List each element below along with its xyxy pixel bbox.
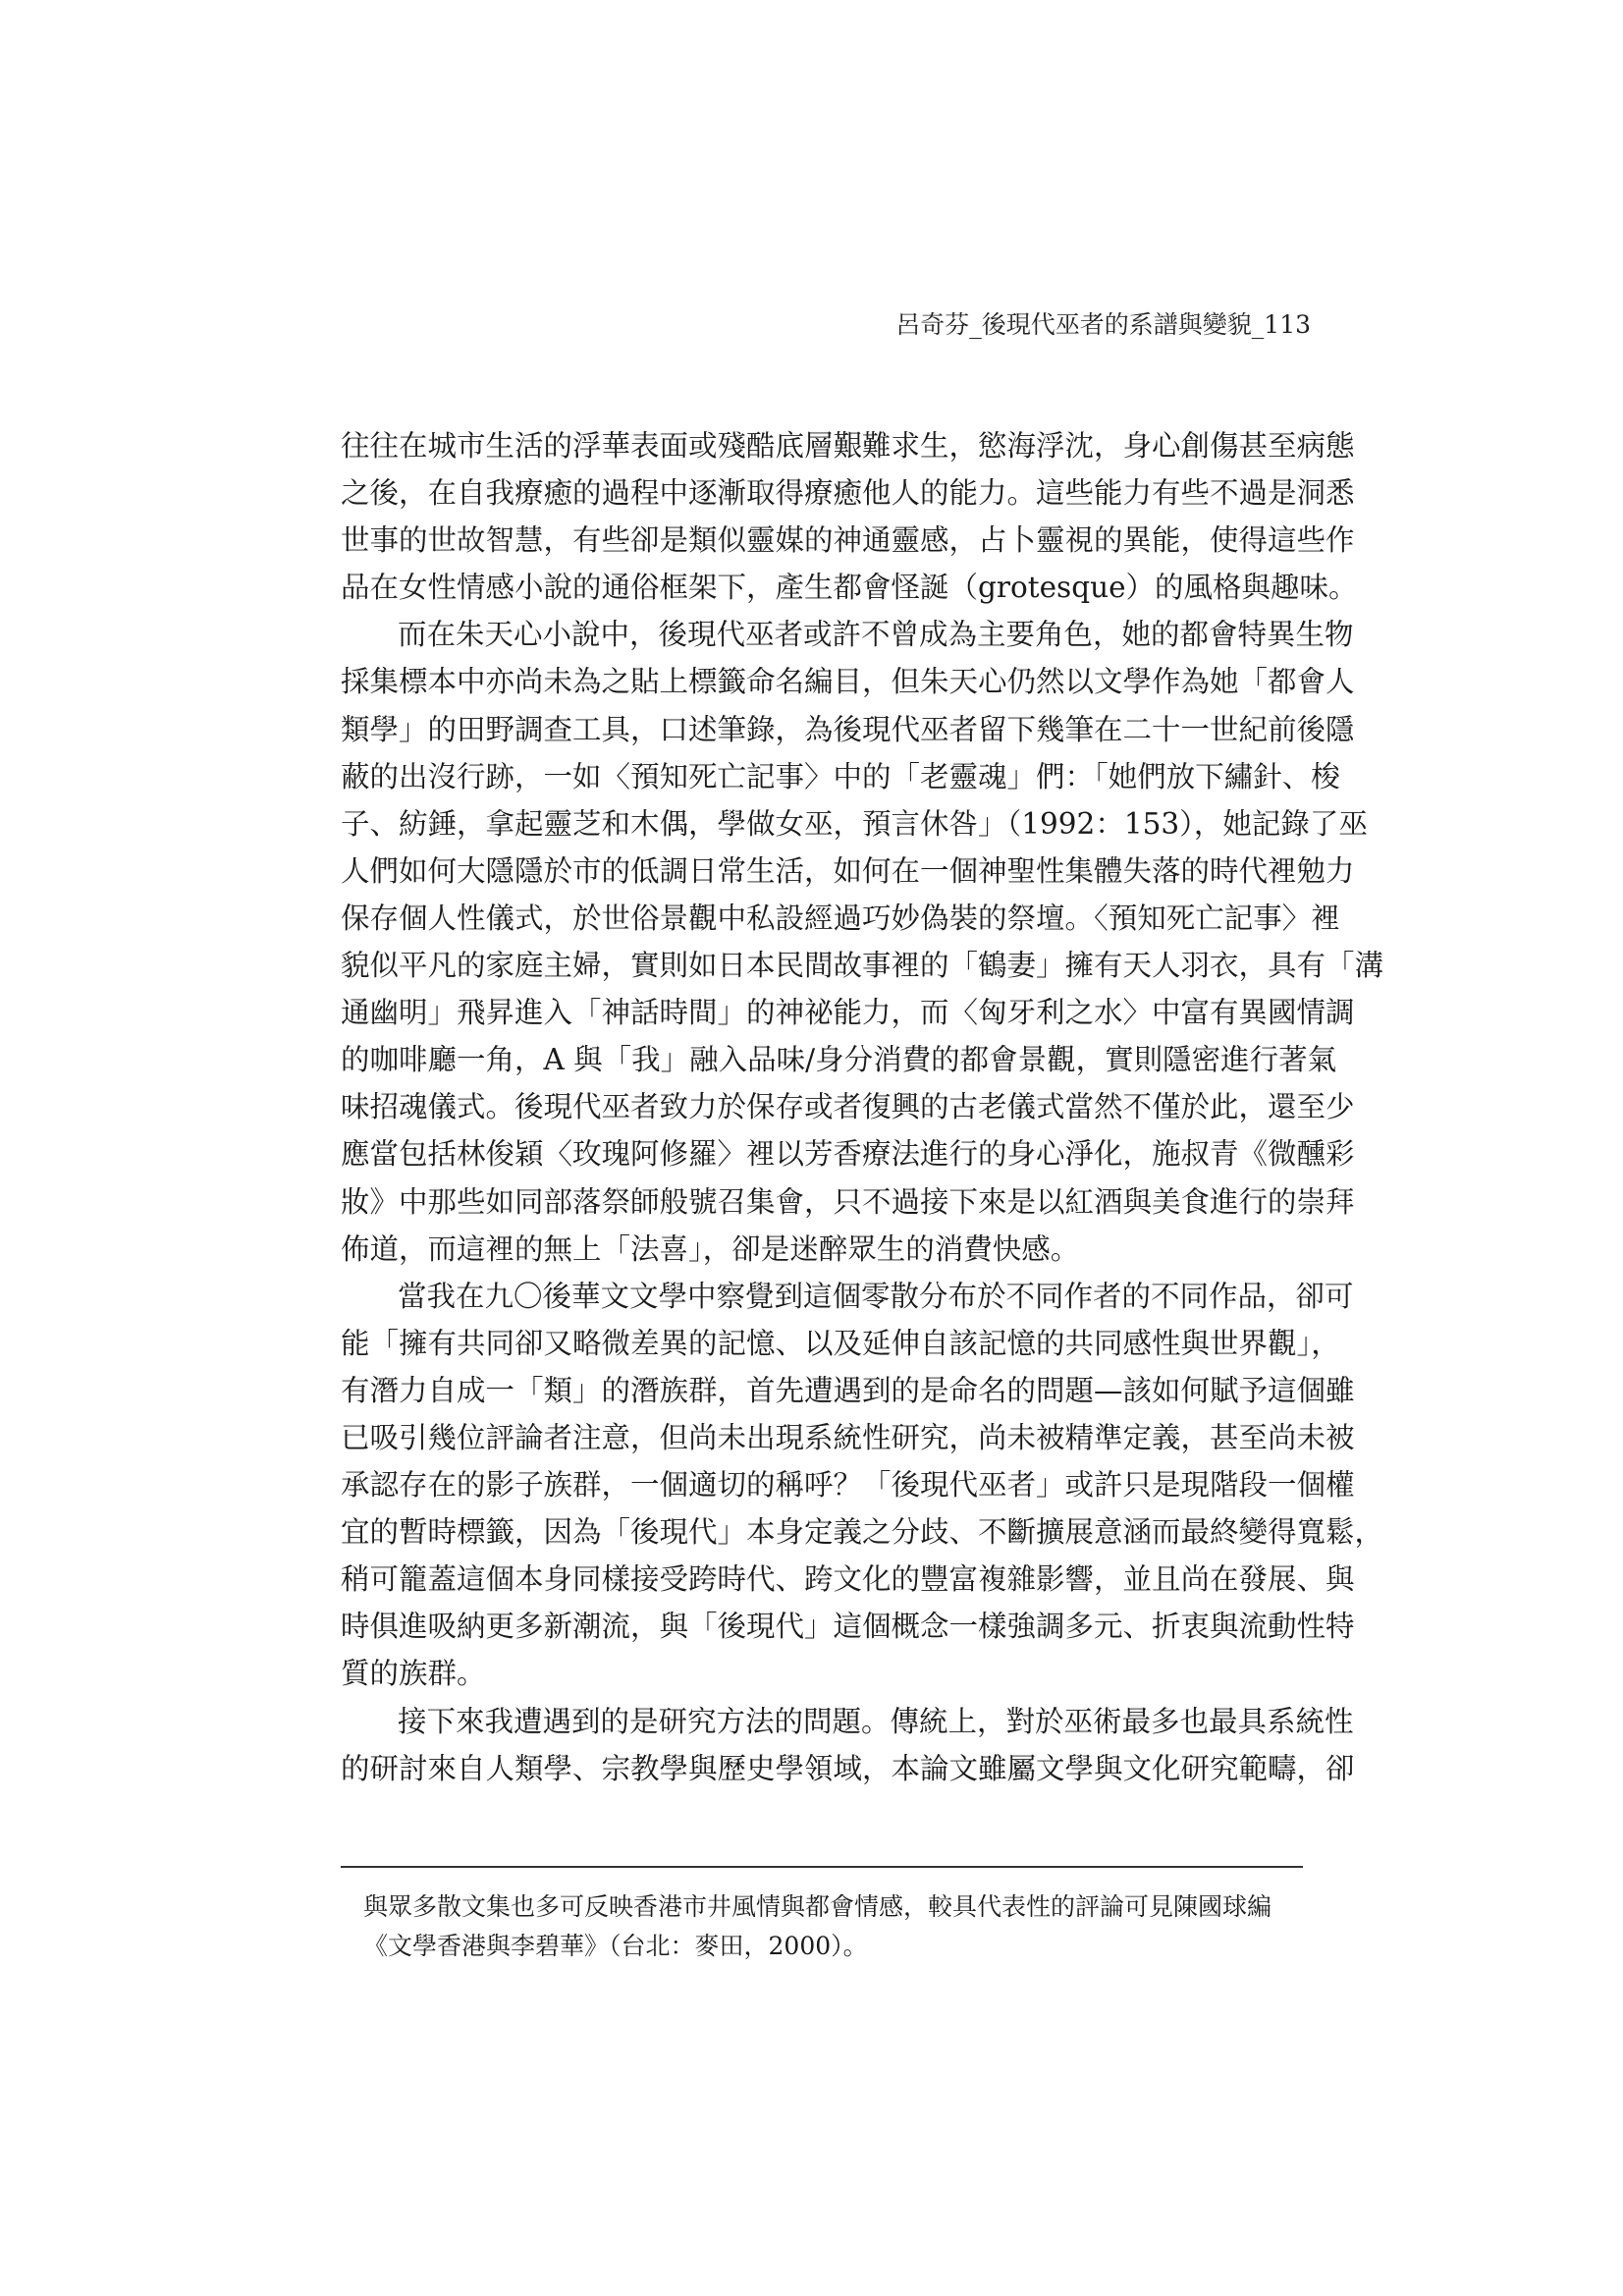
footnote-line: 與眾多散文集也多可反映香港市井風情與都會情感，較具代表性的評論可見陳國球編 xyxy=(363,1892,1272,1921)
body-line: 保存個人性儀式，於世俗景觀中私設經過巧妙偽裝的祭壇。〈預知死亡記事〉裡 xyxy=(341,901,1340,935)
body-line: 接下來我遭遇到的是研究方法的問題。傳統上，對於巫術最多也最具系統性 xyxy=(398,1704,1354,1738)
body-line: 能「擁有共同卻又略微差異的記憶、以及延伸自該記憶的共同感性與世界觀」， xyxy=(341,1326,1340,1360)
body-line: 有潛力自成一「類」的潛族群，首先遭遇到的是命名的問題—該如何賦予這個雖 xyxy=(341,1373,1355,1407)
body-line: 承認存在的影子族群，一個適切的稱呼？「後現代巫者」或許只是現階段一個權 xyxy=(341,1468,1355,1503)
body-line: 世事的世故智慧，有些卻是類似靈媒的神通靈感，占卜靈視的異能，使得這些作 xyxy=(341,523,1355,558)
body-line: 當我在九〇後華文文學中察覺到這個零散分布於不同作者的不同作品，卻可 xyxy=(398,1279,1354,1313)
body-line: 質的族群。 xyxy=(341,1657,486,1691)
body-line: 類學」的田野調查工具，口述筆錄，為後現代巫者留下幾筆在二十一世紀前後隱 xyxy=(341,712,1355,746)
body-line: 的咖啡廳一角，A 與「我」融入品味/身分消費的都會景觀，實則隱密進行著氣 xyxy=(341,1043,1337,1077)
body-line: 宜的暫時標籤，因為「後現代」本身定義之分歧、不斷擴展意涵而最終變得寬鬆， xyxy=(341,1515,1384,1550)
body-line: 子、紡錘，拿起靈芝和木偶，學做女巫，預言休咎」（1992：153），她記錄了巫 xyxy=(341,806,1368,841)
body-line: 通幽明」飛昇進入「神話時間」的神祕能力，而〈匈牙利之水〉中富有異國情調 xyxy=(341,996,1355,1030)
footnote xyxy=(363,1887,1306,1966)
body-line: 品在女性情感小說的通俗框架下，產生都會怪誕（grotesque）的風格與趣味。 xyxy=(341,571,1358,605)
body-line: 蔽的出沒行跡，一如〈預知死亡記事〉中的「老靈魂」們：「她們放下繡針、梭 xyxy=(341,759,1340,793)
body-line: 應當包括林俊穎〈玫瑰阿修羅〉裡以芳香療法進行的身心淨化，施叔青《微醺彩 xyxy=(341,1137,1355,1172)
body-line: 稍可籠蓋這個本身同樣接受跨時代、跨文化的豐富複雜影響，並且尚在發展、與 xyxy=(341,1562,1355,1597)
body-line: 妝》中那些如同部落祭師般號召集會，只不過接下來是以紅酒與美食進行的崇拜 xyxy=(341,1184,1355,1219)
body-line: 採集標本中亦尚未為之貼上標籤命名編目，但朱天心仍然以文學作為她「都會人 xyxy=(341,665,1355,699)
body-line: 時俱進吸納更多新潮流，與「後現代」這個概念一樣強調多元、折衷與流動性特 xyxy=(341,1610,1355,1644)
body-line: 貌似平凡的家庭主婦，實則如日本民間故事裡的「鶴妻」擁有天人羽衣，具有「溝 xyxy=(341,949,1384,983)
body-line: 往往在城市生活的浮華表面或殘酷底層艱難求生，慾海浮沈，身心創傷甚至病態 xyxy=(341,429,1355,463)
footnote-line: 《文學香港與李碧華》（台北：麥田，2000）。 xyxy=(363,1932,868,1960)
body-line: 佈道，而這裡的無上「法喜」，卻是迷醉眾生的消費快感。 xyxy=(341,1231,1080,1266)
body-line: 人們如何大隱隱於市的低調日常生活，如何在一個神聖性集體失落的時代裡勉力 xyxy=(341,853,1355,888)
body-line: 之後，在自我療癒的過程中逐漸取得療癒他人的能力。這些能力有些不過是洞悉 xyxy=(341,476,1355,511)
body-text xyxy=(341,422,1384,1792)
running-header: 呂奇芬_後現代巫者的系譜與變貌_113 xyxy=(895,310,1311,339)
body-line: 已吸引幾位評論者注意，但尚未出現系統性研究，尚未被精準定義，甚至尚未被 xyxy=(341,1420,1355,1454)
body-line: 而在朱天心小說中，後現代巫者或許不曾成為主要角色，她的都會特異生物 xyxy=(398,618,1354,652)
body-line: 味招魂儀式。後現代巫者致力於保存或者復興的古老儀式當然不僅於此，還至少 xyxy=(341,1090,1355,1124)
footnote-divider xyxy=(341,1866,1303,1868)
body-line: 的研討來自人類學、宗教學與歷史學領域，本論文雖屬文學與文化研究範疇，卻 xyxy=(341,1751,1355,1785)
